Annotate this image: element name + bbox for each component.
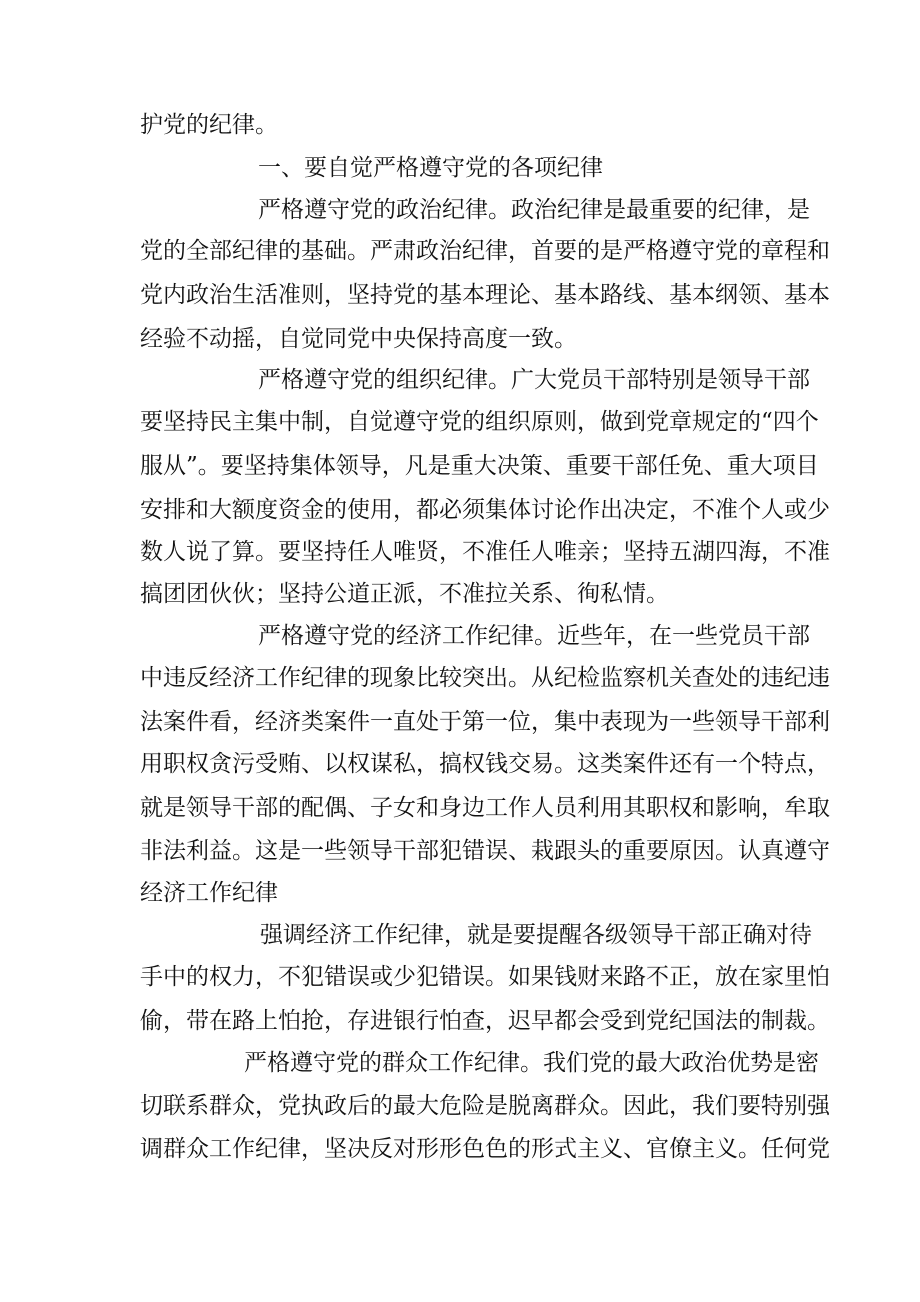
text-line: 经济工作纪律 [140,880,278,906]
text-line: 强调经济工作纪律，就是要提醒各级领导干部正确对待 [260,922,812,948]
text-line: 护党的纪律。 [140,112,278,138]
text-line: 偷，带在路上怕抢，存进银行怕查，迟早都会受到党纪国法的制裁。 [140,1008,830,1034]
text-line: 调群众工作纪律，坚决反对形形色色的形式主义、官僚主义。任何党 [140,1136,830,1162]
text-line: 中违反经济工作纪律的现象比较突出。从纪检监察机关查处的违纪违 [140,665,830,691]
section-heading: 一、要自觉严格遵守党的各项纪律 [258,155,603,181]
text-line: 法案件看，经济类案件一直处于第一位，集中表现为一些领导干部利 [140,709,830,735]
text-line: 用职权贪污受贿、以权谋私，搞权钱交易。这类案件还有一个特点， [140,751,830,777]
text-line: 要坚持民主集中制，自觉遵守党的组织原则，做到党章规定的“四个 [140,409,819,435]
text-line: 严格遵守党的组织纪律。广大党员干部特别是领导干部 [258,367,810,393]
text-line: 严格遵守党的政治纪律。政治纪律是最重要的纪律，是 [258,197,810,223]
text-line: 非法利益。这是一些领导干部犯错误、栽跟头的重要原因。认真遵守 [140,838,830,864]
text-line: 严格遵守党的经济工作纪律。近些年，在一些党员干部 [258,623,810,649]
text-line: 党内政治生活准则，坚持党的基本理论、基本路线、基本纲领、基本 [140,282,830,308]
text-line: 党的全部纪律的基础。严肃政治纪律，首要的是严格遵守党的章程和 [140,238,830,264]
text-line: 服从”。要坚持集体领导，凡是重大决策、重要干部任免、重大项目 [140,453,819,479]
text-line: 就是领导干部的配偶、子女和身边工作人员利用其职权和影响，牟取 [140,795,830,821]
text-line: 严格遵守党的群众工作纪律。我们党的最大政治优势是密 [244,1050,819,1076]
text-line: 经验不动摇，自觉同党中央保持高度一致。 [140,326,577,352]
text-line: 手中的权力，不犯错误或少犯错误。如果钱财来路不正，放在家里怕 [140,964,830,990]
text-line: 数人说了算。要坚持任人唯贤，不准任人唯亲；坚持五湖四海，不准 [140,539,830,565]
text-line: 搞团团伙伙；坚持公道正派，不准拉关系、徇私情。 [140,581,669,607]
text-line: 安排和大额度资金的使用，都必须集体讨论作出决定，不准个人或少 [140,497,830,523]
text-line: 切联系群众，党执政后的最大危险是脱离群众。因此，我们要特别强 [140,1093,830,1119]
